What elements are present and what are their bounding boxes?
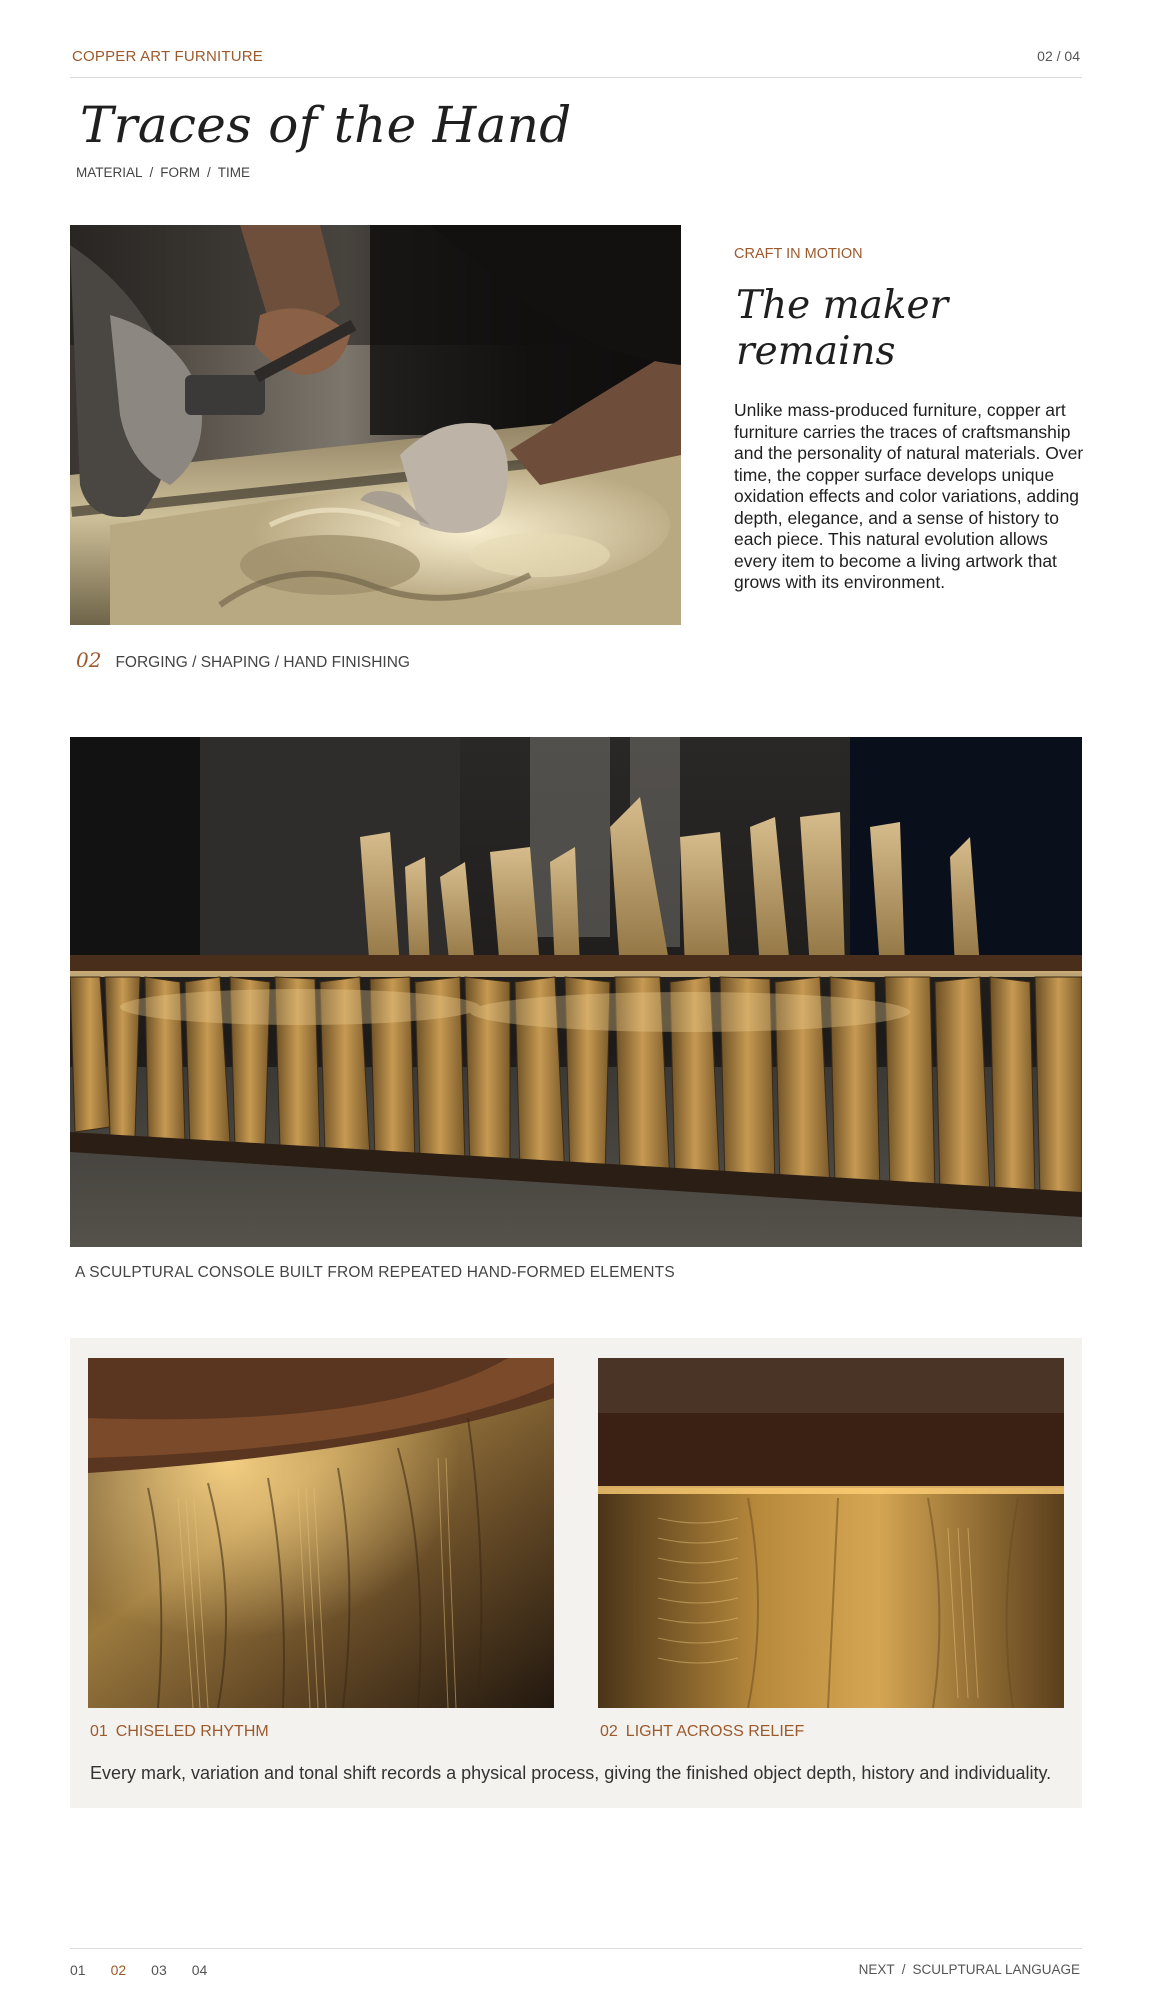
console-photo xyxy=(70,737,1082,1247)
next-section-link[interactable] xyxy=(859,1962,1080,1977)
caption-number: 02 xyxy=(76,648,102,672)
detail-photo-light-across-relief xyxy=(598,1358,1064,1708)
subtitle-separator: / xyxy=(207,165,211,180)
subtitle-form: FORM xyxy=(160,165,201,180)
next-separator: / xyxy=(901,1962,906,1977)
page-navigation xyxy=(70,1962,207,1978)
page-title: Traces of the Hand xyxy=(80,96,572,154)
section-headline: The maker remains xyxy=(736,283,949,374)
next-title: SCULPTURAL LANGUAGE xyxy=(912,1962,1080,1977)
detail-panel xyxy=(70,1338,1082,1808)
detail-title: CHISELED RHYTHM xyxy=(115,1723,269,1740)
page-link-03[interactable]: 03 xyxy=(151,1962,167,1978)
detail-photo-1-illustration xyxy=(88,1358,554,1708)
page-link-04[interactable]: 04 xyxy=(191,1962,208,1978)
subtitle-material: MATERIAL xyxy=(76,165,143,180)
console-caption: A SCULPTURAL CONSOLE BUILT FROM REPEATED HAND-FORMED ELEMENTS xyxy=(75,1264,675,1281)
subtitle-time: TIME xyxy=(217,165,251,180)
craft-photo xyxy=(70,225,681,625)
section-eyebrow: CRAFT IN MOTION xyxy=(734,246,863,262)
brand-name: COPPER ART FURNITURE xyxy=(72,48,263,65)
detail-photo-2-illustration xyxy=(598,1358,1064,1708)
detail-photo-chiseled-rhythm xyxy=(88,1358,554,1708)
console-photo-illustration xyxy=(70,737,1082,1247)
subtitle-separator: / xyxy=(149,165,154,180)
next-label: NEXT xyxy=(858,1962,895,1977)
page-link-01[interactable]: 01 xyxy=(70,1962,86,1978)
detail-description: Every mark, variation and tonal shift records a physical process, giving the finished object depth, history and individuality. xyxy=(90,1763,1052,1783)
detail-label-2 xyxy=(600,1723,804,1741)
detail-label-1 xyxy=(90,1723,269,1741)
craft-photo-illustration xyxy=(70,225,681,625)
detail-title: LIGHT ACROSS RELIEF xyxy=(625,1723,805,1740)
page-subtitle xyxy=(76,165,250,180)
page-indicator: 02 / 04 xyxy=(1037,48,1080,64)
header-divider xyxy=(70,77,1082,78)
craft-caption xyxy=(76,648,410,672)
footer-divider xyxy=(70,1948,1082,1949)
detail-number: 02 xyxy=(600,1723,618,1740)
page-link-02[interactable]: 02 xyxy=(110,1962,127,1978)
section-body: Unlike mass-produced furniture, copper art furniture carries the traces of craftsmanship and the personality of natural materials. Over time, the copper surface develops unique oxidation effects and color variations, adding depth, elegance, and a sense of history to each piece. This natural evolution allows every item to become a living artwork that grows with its environment. xyxy=(734,400,1084,592)
caption-tags: FORGING / SHAPING / HAND FINISHING xyxy=(115,654,410,671)
detail-number: 01 xyxy=(90,1723,108,1740)
